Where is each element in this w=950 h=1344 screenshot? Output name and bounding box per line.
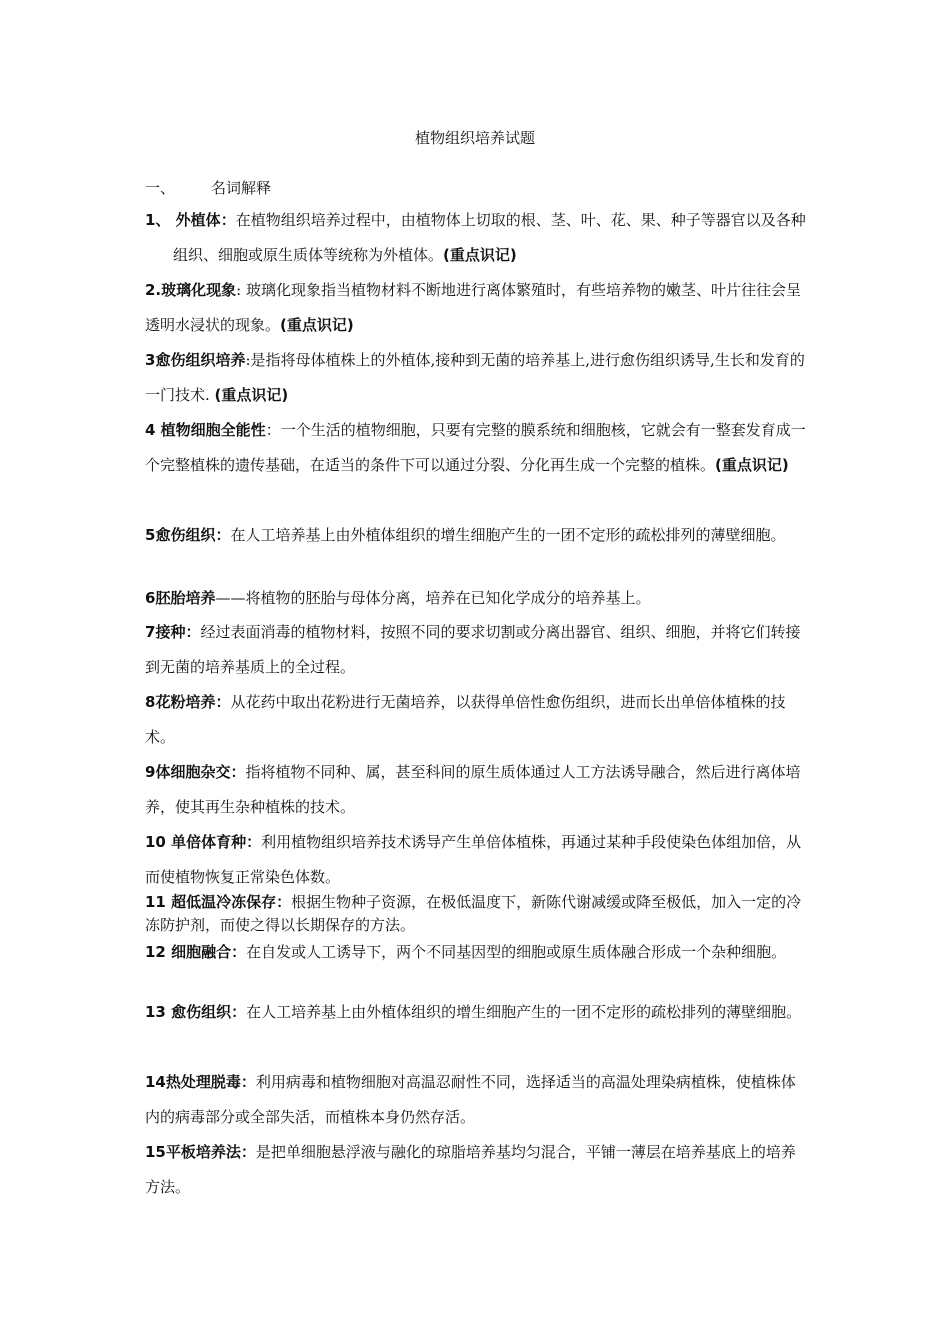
- item-term: 植物细胞全能性: [160, 421, 266, 439]
- item-body: 在植物组织培养过程中，由植物体上切取的根、茎、叶、花、果、种子等器官以及各种组织、细胞或原生质体等统称为外植体。: [173, 211, 806, 264]
- item-body: 利用病毒和植物细胞对高温忍耐性不同，选择适当的高温处理染病植株，使植株体内的病毒部分或全部失活，而植株本身仍然存活。: [145, 1073, 796, 1126]
- definition-item: [145, 941, 807, 964]
- definition-item: [145, 413, 807, 483]
- item-body: 经过表面消毒的植物材料，按照不同的要求切割或分离出器官、组织、细胞，并将它们转接到无菌的培养基质上的全过程。: [145, 623, 801, 676]
- item-term: 平板培养法: [165, 1143, 241, 1161]
- item-term: 超低温冷冻保存: [171, 893, 277, 911]
- item-number: 12: [145, 943, 172, 961]
- definition-item: [145, 203, 807, 273]
- item-body: 是指将母体植株上的外植体,接种到无菌的培养基上,进行愈伤组织诱导,生长和发育的一门技术.: [145, 351, 805, 404]
- item-number: 6: [145, 589, 156, 607]
- item-separator: ：: [220, 211, 236, 229]
- definition-item: [145, 755, 807, 825]
- section-label: 名词解释: [211, 179, 272, 197]
- document-title: 植物组织培养试题: [414, 129, 535, 147]
- item-number: 5: [145, 526, 156, 544]
- definition-item: [145, 891, 807, 937]
- item-term: 体细胞杂交: [155, 763, 231, 781]
- item-separator: ：: [240, 1143, 256, 1161]
- item-number: 7: [145, 623, 156, 641]
- item-body: 在人工培养基上由外植体组织的增生细胞产生的一团不定形的疏松排列的薄壁细胞。: [246, 1003, 802, 1021]
- item-note: (重点识记): [214, 386, 289, 404]
- item-number: 1、: [145, 211, 176, 229]
- item-separator: :: [236, 281, 246, 299]
- item-number: 15: [145, 1143, 166, 1161]
- definition-item: [145, 273, 807, 343]
- definition-item: [145, 518, 807, 553]
- item-number: 14: [145, 1073, 166, 1091]
- item-body: 利用植物组织培养技术诱导产生单倍体植株，再通过某种手段使染色体组加倍，从而使植物恢复正常染色体数。: [145, 833, 802, 886]
- item-number: 11: [145, 893, 172, 911]
- item-separator: ：: [185, 623, 201, 641]
- item-body: 一个生活的植物细胞，只要有完整的膜系统和细胞核，它就会有一整套发育成一个完整植株的遗传基础，在适当的条件下可以通过分裂、分化再生成一个完整的植株。: [145, 421, 806, 474]
- item-number: 9: [145, 763, 156, 781]
- section-number: 一、: [145, 179, 176, 197]
- item-separator: ：: [231, 1003, 247, 1021]
- item-term: 愈伤组织: [171, 1003, 232, 1021]
- item-separator: ——: [215, 589, 246, 607]
- item-separator: ：: [231, 943, 247, 961]
- item-body: 在自发或人工诱导下，两个不同基因型的细胞或原生质体融合形成一个杂种细胞。: [246, 943, 787, 961]
- item-separator: ：: [276, 893, 292, 911]
- item-number: 2.: [145, 281, 162, 299]
- item-separator: ：: [240, 1073, 256, 1091]
- item-body: 玻璃化现象指当植物材料不断地进行离体繁殖时，有些培养物的嫩茎、叶片往往会呈透明水浸状的现象。: [145, 281, 801, 334]
- definition-item: [145, 343, 807, 413]
- item-separator: ：: [215, 526, 231, 544]
- item-body: 将植物的胚胎与母体分离，培养在已知化学成分的培养基上。: [245, 589, 651, 607]
- item-body: 根据生物种子资源，在极低温度下，新陈代谢减缓或降至极低，加入一定的冷冻防护剂，而使之得以长期保存的方法。: [145, 893, 802, 934]
- item-body: 指将植物不同种、属，甚至科间的原生质体通过人工方法诱导融合，然后进行离体培养，使其再生杂种植株的技术。: [145, 763, 801, 816]
- item-term: 热处理脱毒: [165, 1073, 241, 1091]
- section-heading: [145, 177, 271, 198]
- definition-item: [145, 615, 807, 685]
- item-term: 细胞融合: [171, 943, 232, 961]
- item-term: 玻璃化现象: [161, 281, 237, 299]
- item-term: 外植体: [175, 211, 221, 229]
- item-separator: :: [245, 351, 251, 369]
- definition-item: [145, 1135, 807, 1205]
- item-body: 是把单细胞悬浮液与融化的琼脂培养基均匀混合，平铺一薄层在培养基底上的培养方法。: [145, 1143, 796, 1196]
- item-note: (重点识记): [715, 456, 789, 474]
- item-term: 愈伤组织: [155, 526, 216, 544]
- item-separator: ：: [265, 421, 281, 439]
- item-body: 在人工培养基上由外植体组织的增生细胞产生的一团不定形的疏松排列的薄壁细胞。: [230, 526, 786, 544]
- item-term: 单倍体育种: [171, 833, 247, 851]
- item-term: 花粉培养: [155, 693, 216, 711]
- item-number: 8: [145, 693, 156, 711]
- item-note: (重点识记): [280, 316, 354, 334]
- item-note: (重点识记): [443, 246, 517, 264]
- definition-item: [145, 1065, 807, 1135]
- definition-item: [145, 825, 807, 895]
- definition-item: [145, 995, 807, 1030]
- item-separator: ：: [215, 693, 231, 711]
- item-number: 3: [145, 351, 156, 369]
- item-body: 从花药中取出花粉进行无菌培养，以获得单倍性愈伤组织，进而长出单倍体植株的技术。: [145, 693, 786, 746]
- item-term: 接种: [155, 623, 186, 641]
- item-number: 4: [145, 421, 161, 439]
- definition-item: [145, 685, 807, 755]
- definition-item: [145, 587, 807, 610]
- item-number: 10: [145, 833, 172, 851]
- item-separator: ：: [246, 833, 262, 851]
- item-number: 13: [145, 1003, 172, 1021]
- item-term: 胚胎培养: [155, 589, 216, 607]
- item-separator: ：: [230, 763, 246, 781]
- item-term: 愈伤组织培养: [155, 351, 246, 369]
